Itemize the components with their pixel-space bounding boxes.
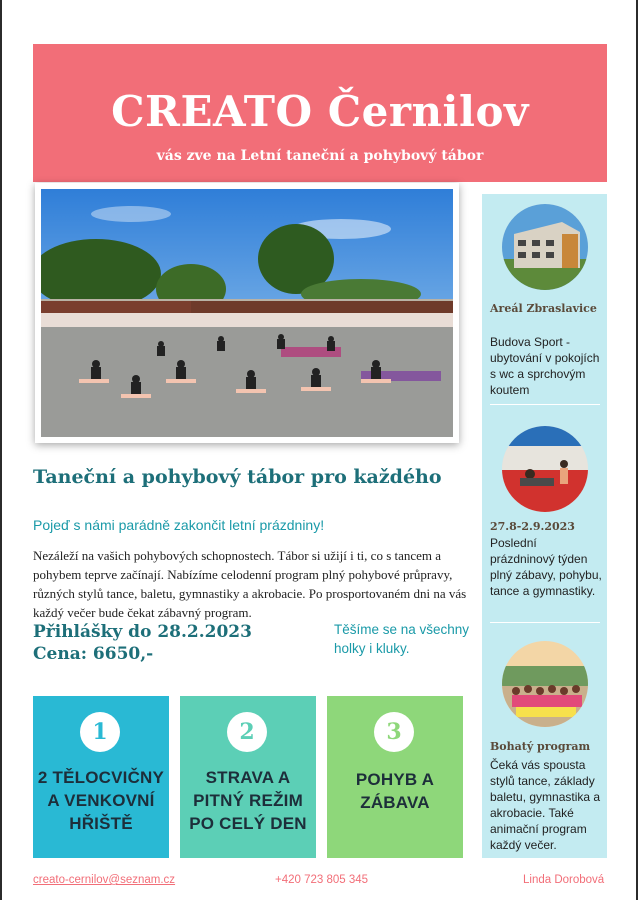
footer-email-link[interactable]: creato-cernilov@seznam.cz: [33, 874, 176, 886]
gym-photo: [502, 426, 588, 512]
feature-box-3: [327, 696, 463, 858]
feature-number: 3: [374, 712, 414, 752]
body-paragraph: Nezáleží na vašich pohybových schopnostech. Tábor si užijí i ti, co s tancem a pohybem teprve začínají. Nabízíme celodenní program plný pohybové průpravy, různých stylů tance, baletu, gymnastiky a akrobacie. Po prosportovaném dni na vás každý večer bude čekat zábavný program.: [33, 548, 467, 620]
feature-number: 2: [227, 712, 267, 752]
feature-label: 2 TĚLOCVIČNY A VENKOVNÍ HŘIŠTĚ: [37, 768, 165, 833]
sidebar-item-title: Areál Zbraslavice: [490, 302, 597, 315]
main-photo: [41, 189, 453, 437]
tagline: Pojeď s námi parádně zakončit letní prázdniny!: [33, 517, 325, 533]
sidebar-item-text: Poslední prázdninový týden plný zábavy, pohybu, tance a gymnastiky.: [490, 536, 602, 598]
sidebar-item-text: Čeká vás spousta stylů tance, základy baletu, gymnastika a akrobacie. Také animační program každý večer.: [490, 758, 601, 852]
sidebar-photo-gym: [502, 426, 588, 512]
page-title: CREATO Černilov: [111, 87, 529, 136]
feature-label: STRAVA A PITNÝ REŽIM PO CELÝ DEN: [189, 768, 307, 833]
greeting: Těšíme se na všechny holky i kluky.: [334, 622, 470, 656]
signup-info: [33, 621, 323, 665]
sidebar-photo-building: [502, 204, 588, 290]
sidebar-divider: [490, 404, 600, 405]
page-border-left: [0, 0, 2, 900]
feature-box-1: [33, 696, 169, 858]
group-photo: [502, 641, 588, 727]
header-banner: [33, 44, 607, 182]
building-photo: [502, 204, 588, 290]
header-subtitle: vás zve na Letní taneční a pohybový tábor: [156, 148, 484, 164]
sidebar: [482, 194, 607, 858]
sidebar-item-text: Budova Sport - ubytování v pokojích s wc a sprchovým koutem: [490, 335, 600, 397]
main-photo-frame: [35, 183, 459, 443]
feature-number: 1: [80, 712, 120, 752]
sidebar-item-title: 27.8-2.9.2023: [490, 520, 575, 533]
signup-deadline: Přihlášky do 28.2.2023: [33, 622, 252, 642]
camp-outdoor-photo: [41, 189, 453, 437]
price: Cena: 6650,-: [33, 644, 154, 664]
feature-label: POHYB A ZÁBAVA: [355, 770, 435, 812]
section-heading: Taneční a pohybový tábor pro každého: [33, 466, 442, 488]
footer-phone: +420 723 805 345: [275, 874, 369, 886]
footer-contact-name: Linda Dorobová: [523, 874, 605, 886]
sidebar-item-title: Bohatý program: [490, 740, 591, 753]
feature-box-2: [180, 696, 316, 858]
sidebar-divider: [490, 622, 600, 623]
sidebar-photo-group: [502, 641, 588, 727]
